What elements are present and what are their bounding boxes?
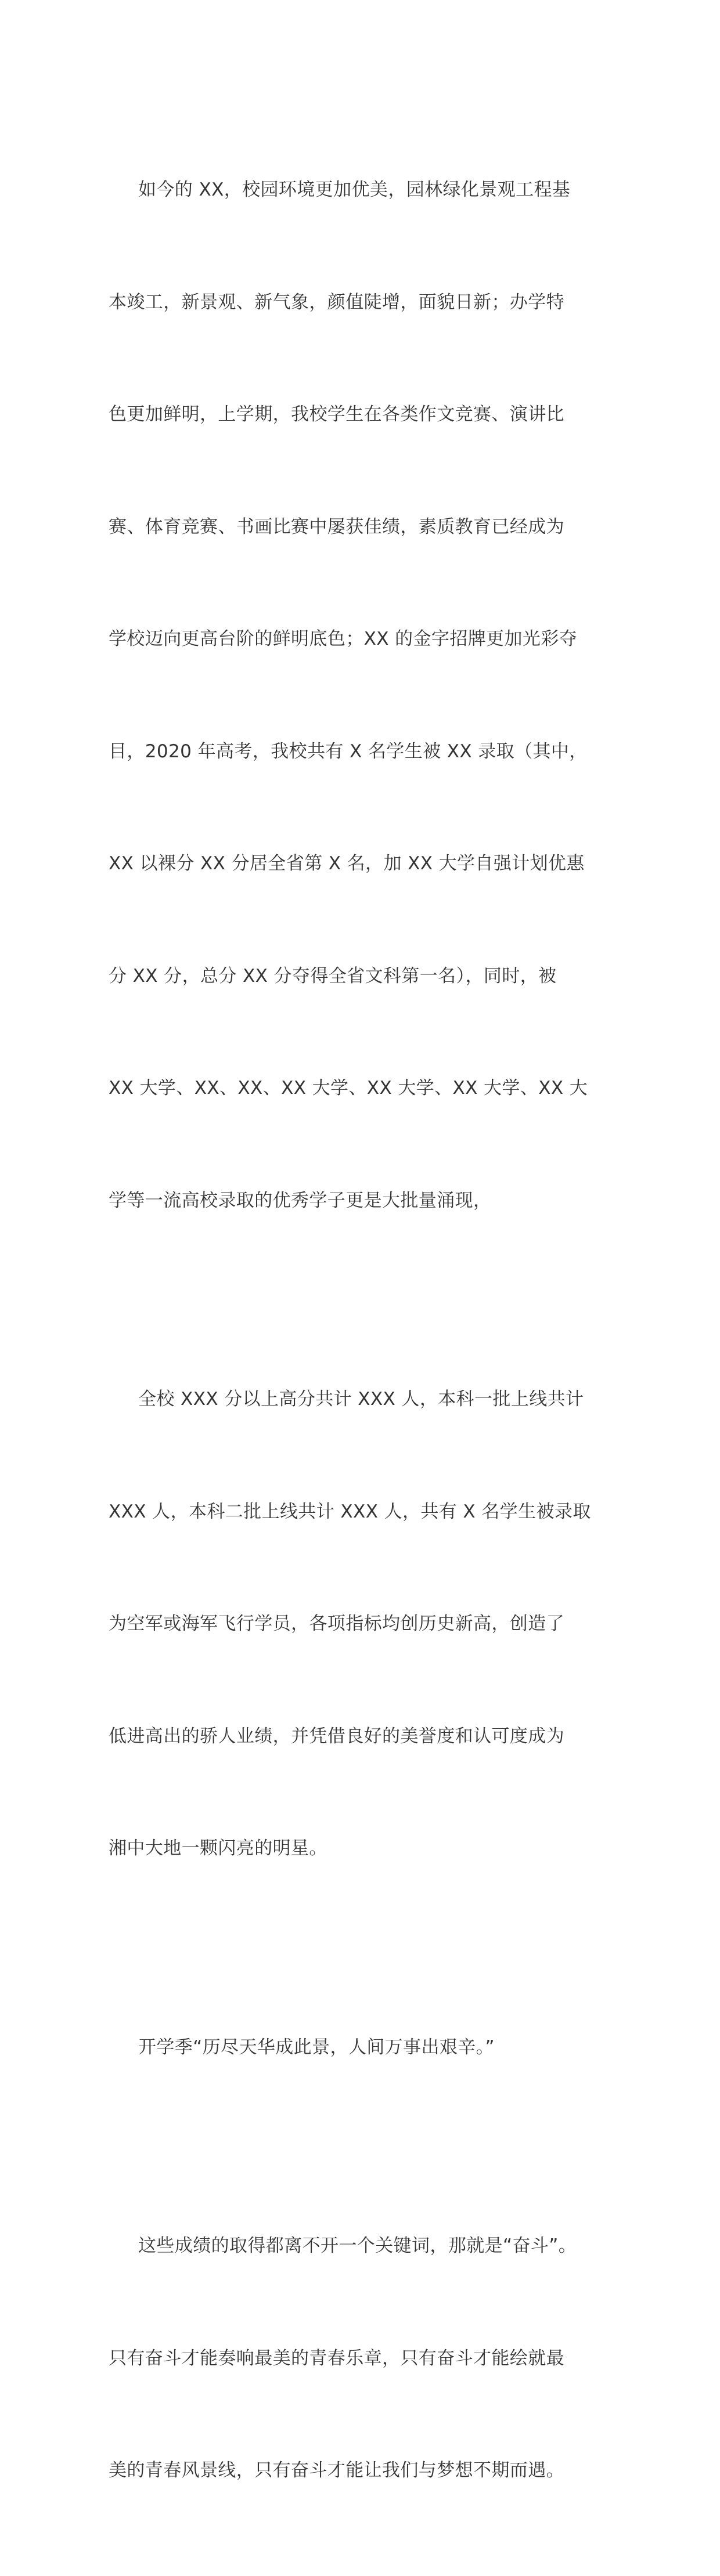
- text-line: XX 大学、XX、XX、XX 大学、XX 大学、XX 大学、XX 大: [109, 1078, 588, 1099]
- text-line: 只有奋斗才能奏响最美的青春乐章，只有奋斗才能绘就最: [109, 2347, 564, 2369]
- text-line: XXX 人，本科二批上线共计 XXX 人，共有 X 名学生被录取: [109, 1501, 591, 1522]
- text-line: 美的青春风景线，只有奋斗才能让我们与梦想不期而遇。: [109, 2460, 564, 2481]
- text-line: 色更加鲜明，上学期，我校学生在各类作文竞赛、演讲比: [109, 404, 564, 425]
- text-line: 低进高出的骄人业绩，并凭借良好的美誉度和认可度成为: [109, 1725, 564, 1747]
- text-line: 湘中大地一颗闪亮的明星。: [109, 1838, 327, 1859]
- text-line: 分 XX 分，总分 XX 分夺得全省文科第一名），同时，被: [109, 965, 557, 987]
- text-line: 赛、体育竞赛、书画比赛中屡获佳绩，素质教育已经成为: [109, 516, 564, 537]
- text-line: XX 以裸分 XX 分居全省第 X 名，加 XX 大学自强计划优惠: [109, 853, 585, 874]
- text-line: 开学季“历尽天华成此景，人间万事出艰辛。”: [138, 2036, 495, 2058]
- text-line: 这些成绩的取得都离不开一个关键词，那就是“奋斗”。: [138, 2235, 577, 2256]
- text-line: 学校迈向更高台阶的鲜明底色；XX 的金字招牌更加光彩夺: [109, 628, 578, 649]
- text-line: 学等一流高校录取的优秀学子更是大批量涌现，: [109, 1190, 492, 1211]
- paragraph-campus-achievements: [109, 96, 620, 1294]
- paragraph-exam-results: [109, 1306, 620, 1942]
- document-body: [109, 96, 620, 2576]
- paragraph-struggle: [109, 2152, 620, 2564]
- text-line: 本竣工，新景观、新气象，颜值陡增，面貌日新；办学特: [109, 291, 564, 313]
- text-line: 全校 XXX 分以上高分共计 XXX 人，本科一批上线共计: [138, 1389, 584, 1410]
- text-line: 为空军或海军飞行学员，各项指标均创历史新高，创造了: [109, 1613, 564, 1634]
- text-line: 如今的 XX，校园环境更加优美，园林绿化景观工程基: [138, 179, 571, 200]
- text-line: 目，2020 年高考，我校共有 X 名学生被 XX 录取（其中，: [109, 740, 588, 762]
- paragraph-opening-quote: [109, 1954, 620, 2141]
